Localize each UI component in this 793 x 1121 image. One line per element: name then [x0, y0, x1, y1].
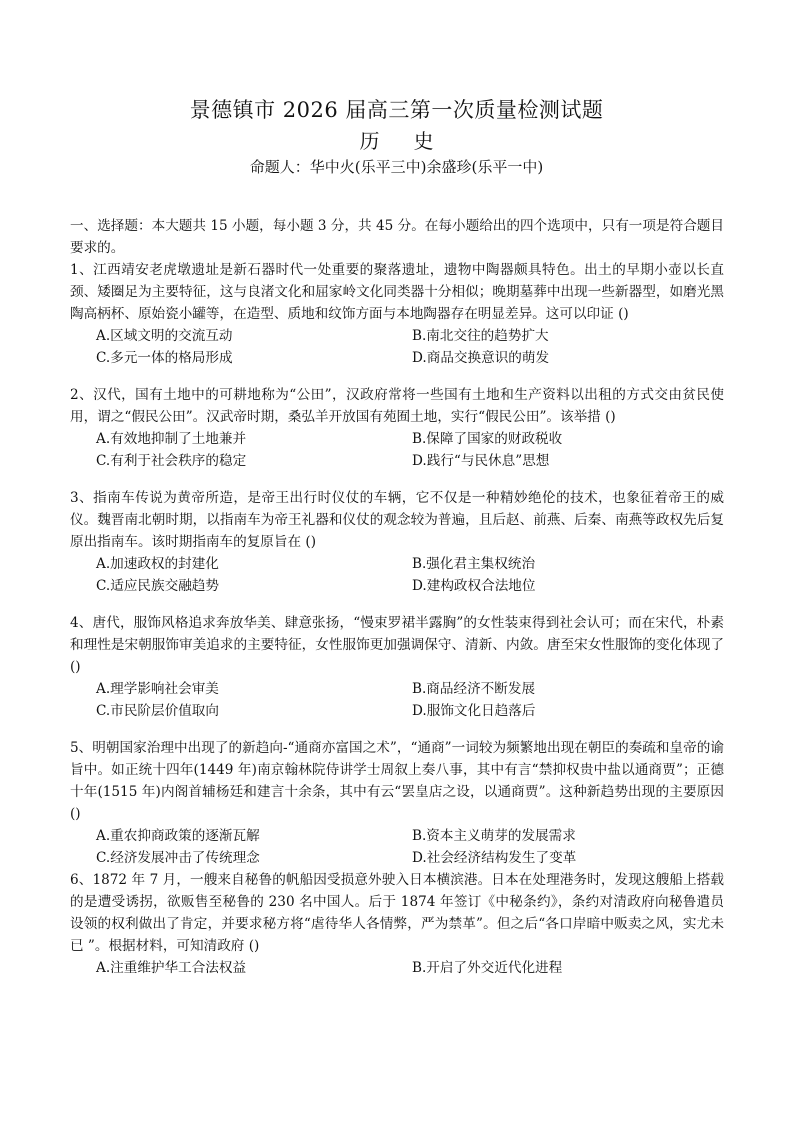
question-stem: 6、1872 年 7 月，一艘来自秘鲁的帆船因受损意外驶入日本横滨港。日本在处理港务时，发现这艘船上搭载的是遭受诱拐，欲贩售至秘鲁的 230 名中国人。后于 1874 年签订《中秘条约》，条约对清政府向秘鲁遣员设领的权利做出了肯定，并要求秘方将“虐待华人各情弊，严为禁革”。但之后“各口岸暗中贩卖之风，实尤未已 ”。根据材料，可知清政府 () [70, 872, 724, 954]
question-1 [70, 259, 724, 369]
option-c[interactable]: C.多元一体的格局形成 [96, 350, 233, 366]
option-d[interactable]: D.建构政权合法地位 [412, 578, 536, 594]
option-a[interactable]: A.有效地抑制了土地兼并 [96, 431, 247, 447]
question-4 [70, 612, 724, 722]
option-a[interactable]: A.加速政权的封建化 [96, 556, 219, 572]
options [70, 678, 724, 722]
question-2 [70, 384, 724, 472]
exam-content [70, 215, 724, 979]
option-a[interactable]: A.重农抑商政策的逐渐瓦解 [96, 828, 260, 844]
option-a[interactable]: A.区域文明的交流互动 [96, 328, 233, 344]
option-b[interactable]: B.商品经济不断发展 [412, 681, 536, 697]
exam-title: 景德镇市 2026 届高三第一次质量检测试题 [189, 98, 604, 122]
question-5 [70, 737, 724, 869]
option-d[interactable]: D.服饰文化日趋落后 [412, 703, 536, 719]
option-c[interactable]: C.有利于社会秩序的稳定 [96, 453, 247, 469]
options [70, 553, 724, 597]
options [70, 428, 724, 472]
option-b[interactable]: B.强化君主集权统治 [412, 556, 536, 572]
option-b[interactable]: B.保障了国家的财政税收 [412, 431, 563, 447]
question-3 [70, 487, 724, 597]
option-d[interactable]: D.社会经济结构发生了变革 [412, 850, 577, 866]
question-stem: 5、明朝国家治理中出现了的新趋向-“通商亦富国之术”，“通商”一词较为频繁地出现在朝臣的奏疏和皇帝的谕旨中。如正统十四年(1449 年)南京翰林院侍讲学士周叙上奏八事，其中有言“禁抑权贵中盐以通商贾”；正德十年(1515 年)内阁首辅杨廷和建言十余条，其中有云“罢皇店之设，以通商贾”。这种新趋势出现的主要原因 () [70, 740, 724, 822]
question-6 [70, 869, 724, 979]
option-c[interactable]: C.经济发展冲击了传统理念 [96, 850, 260, 866]
options [70, 957, 724, 979]
option-b[interactable]: B.南北交往的趋势扩大 [412, 328, 549, 344]
options [70, 325, 724, 369]
option-c[interactable]: C.适应民族交融趋势 [96, 578, 219, 594]
option-a[interactable]: A.理学影响社会审美 [96, 681, 219, 697]
exam-subject: 历史 [359, 129, 468, 153]
option-c[interactable]: C.市民阶层价值取向 [96, 703, 219, 719]
option-d[interactable]: D.践行“与民休息”思想 [412, 453, 550, 469]
option-b[interactable]: B.开启了外交近代化进程 [412, 960, 563, 976]
section-instructions: 一、选择题：本大题共 15 小题，每小题 3 分，共 45 分。在每小题给出的四个选项中，只有一项是符合题目要求的。 [70, 218, 724, 256]
question-stem: 1、江西靖安老虎墩遗址是新石器时代一处重要的聚落遗址，遗物中陶器颇具特色。出土的早期小壶以长直颈、矮圈足为主要特征，这与良渚文化和屈家岭文化同类器十分相似；晚期墓葬中出现一些新器型，如磨光黑陶高柄杯、原始瓷小罐等，在造型、质地和纹饰方面与本地陶器存在明显差异。这可以印证 () [70, 262, 724, 322]
options [70, 825, 724, 869]
question-stem: 3、指南车传说为黄帝所造，是帝王出行时仪仗的车辆，它不仅是一种精妙绝伦的技术，也象征着帝王的威仪。魏晋南北朝时期，以指南车为帝王礼器和仪仗的观念较为普遍，且后赵、前燕、后秦、南燕等政权先后复原出指南车。该时期指南车的复原旨在 () [70, 490, 724, 550]
question-stem: 4、唐代，服饰风格追求奔放华美、肆意张扬，“慢束罗裙半露胸”的女性装束得到社会认可；而在宋代，朴素和理性是宋朝服饰审美追求的主要特征，女性服饰更加强调保守、清新、内敛。唐至宋女性服饰的变化体现了 () [70, 615, 724, 675]
option-b[interactable]: B.资本主义萌芽的发展需求 [412, 828, 576, 844]
exam-authors: 命题人：华中火(乐平三中)余盛珍(乐平一中) [249, 158, 544, 176]
option-d[interactable]: D.商品交换意识的萌发 [412, 350, 550, 366]
option-a[interactable]: A.注重维护华工合法权益 [96, 960, 247, 976]
question-stem: 2、汉代，国有土地中的可耕地称为“公田”，汉政府常将一些国有土地和生产资料以出租的方式交由贫民使用，谓之“假民公田”。汉武帝时期，桑弘羊开放国有苑囿土地，实行“假民公田”。该举措 () [70, 387, 724, 425]
